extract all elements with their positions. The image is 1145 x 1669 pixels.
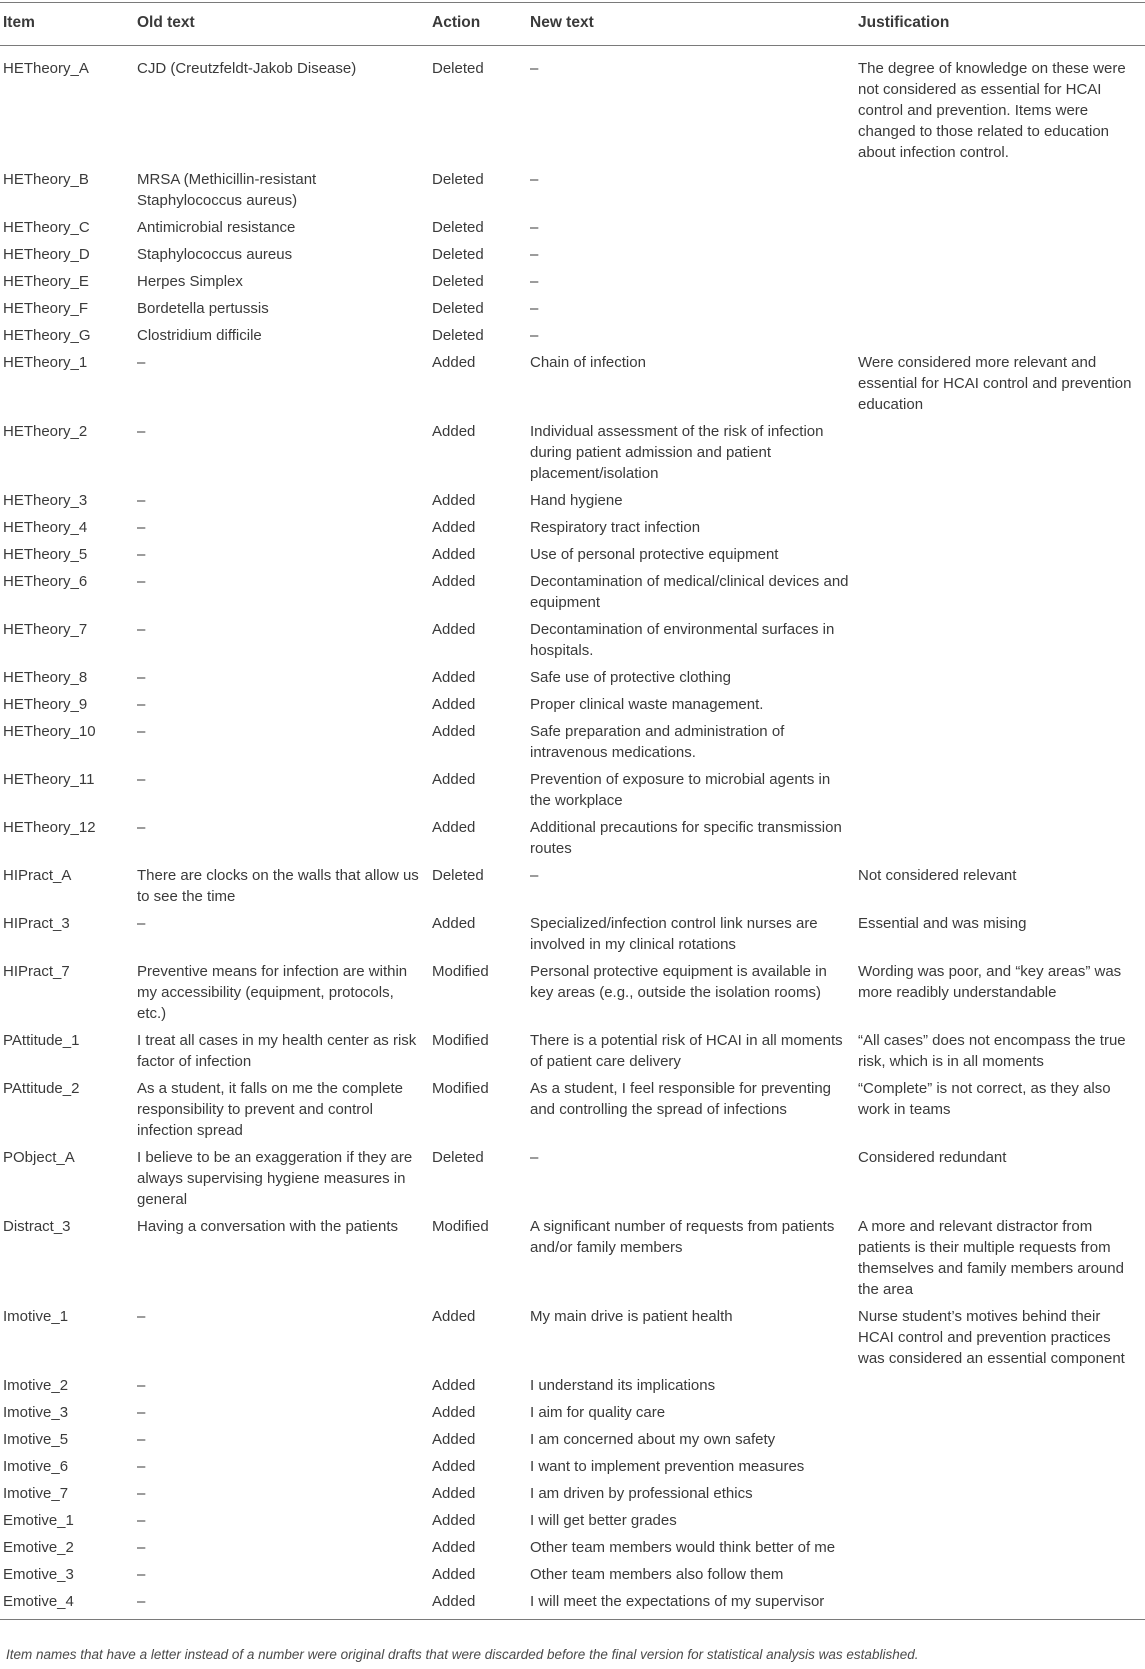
cell-new-text: –: [530, 1149, 539, 1166]
cell-item: HETheory_10: [3, 723, 96, 740]
cell-old-text: –: [137, 573, 146, 590]
cell-old-text: –: [137, 1593, 146, 1610]
cell-action: Added: [432, 915, 476, 932]
cell-justification: [855, 1372, 1145, 1399]
cell-new-text: I am driven by professional ethics: [530, 1485, 753, 1502]
cell-justification: [855, 664, 1145, 691]
cell-old-text: –: [137, 1431, 146, 1448]
cell-item: HETheory_11: [3, 771, 95, 788]
cell-action: Deleted: [432, 219, 484, 236]
table-row: [0, 418, 1145, 487]
cell-new-text: I will get better grades: [530, 1512, 677, 1529]
cell-justification: [855, 718, 1145, 766]
cell-old-text: –: [137, 723, 146, 740]
cell-item: Imotive_5: [3, 1431, 69, 1448]
header-justification: Justification: [855, 3, 1145, 46]
cell-action: Added: [432, 519, 476, 536]
cell-action: Added: [432, 1308, 476, 1325]
cell-new-text: I aim for quality care: [530, 1404, 666, 1421]
cell-item: Emotive_4: [3, 1593, 74, 1610]
cell-new-text: Individual assessment of the risk of infection during patient admission and patient placement/isolation: [530, 423, 824, 482]
header-action: Action: [429, 3, 527, 46]
cell-justification: [855, 616, 1145, 664]
cell-justification: Not considered relevant: [858, 867, 1017, 884]
cell-old-text: –: [137, 423, 146, 440]
cell-item: HETheory_F: [3, 300, 89, 317]
cell-old-text: Clostridium difficile: [137, 327, 262, 344]
cell-action: Added: [432, 819, 476, 836]
cell-justification: The degree of knowledge on these were not considered as essential for HCAI control and prevention. Items were changed to those related to education about infection control.: [858, 60, 1126, 161]
cell-justification: Nurse student’s motives behind their HCAI control and prevention practices was considered an essential component: [858, 1308, 1125, 1367]
cell-item: Imotive_6: [3, 1458, 69, 1475]
cell-justification: [855, 691, 1145, 718]
cell-new-text: –: [530, 219, 539, 236]
cell-justification: [855, 1507, 1145, 1534]
cell-new-text: –: [530, 246, 539, 263]
cell-action: Added: [432, 1485, 476, 1502]
table-row: [0, 862, 1145, 910]
cell-justification: [855, 1453, 1145, 1480]
cell-item: Imotive_7: [3, 1485, 69, 1502]
cell-justification: [855, 1588, 1145, 1620]
cell-justification: “All cases” does not encompass the true risk, which is in all moments: [858, 1032, 1126, 1070]
cell-old-text: As a student, it falls on me the complete responsibility to prevent and control infection spread: [137, 1080, 403, 1139]
cell-justification: [855, 814, 1145, 862]
cell-action: Deleted: [432, 171, 484, 188]
table-row: [0, 214, 1145, 241]
cell-old-text: –: [137, 771, 146, 788]
cell-item: HETheory_2: [3, 423, 88, 440]
cell-action: Deleted: [432, 273, 484, 290]
cell-item: HETheory_D: [3, 246, 90, 263]
cell-action: Added: [432, 1539, 476, 1556]
cell-action: Added: [432, 1458, 476, 1475]
cell-new-text: I understand its implications: [530, 1377, 716, 1394]
cell-action: Modified: [432, 1218, 489, 1235]
table-row: [0, 1588, 1145, 1620]
table-row: [0, 910, 1145, 958]
cell-new-text: Additional precautions for specific transmission routes: [530, 819, 842, 857]
table-row: [0, 1399, 1145, 1426]
cell-justification: Essential and was mising: [858, 915, 1027, 932]
cell-item: HETheory_6: [3, 573, 88, 590]
cell-item: HIPract_3: [3, 915, 70, 932]
cell-old-text: I believe to be an exaggeration if they are always supervising hygiene measures in general: [137, 1149, 413, 1208]
cell-item: HETheory_3: [3, 492, 88, 509]
table-row: [0, 322, 1145, 349]
cell-item: Emotive_1: [3, 1512, 74, 1529]
cell-item: HETheory_9: [3, 696, 88, 713]
table-row: [0, 1303, 1145, 1372]
table-row: [0, 616, 1145, 664]
cell-new-text: Other team members would think better of me: [530, 1539, 836, 1556]
cell-justification: [855, 166, 1145, 214]
table-row: [0, 1144, 1145, 1213]
cell-justification: [855, 241, 1145, 268]
cell-new-text: –: [530, 327, 539, 344]
cell-action: Modified: [432, 963, 489, 980]
cell-new-text: Use of personal protective equipment: [530, 546, 779, 563]
cell-action: Added: [432, 696, 476, 713]
cell-justification: [855, 1480, 1145, 1507]
cell-action: Deleted: [432, 60, 484, 77]
table-footnote: Item names that have a letter instead of a number were original drafts that were discarded before the final version for statistical analysis was established.: [6, 1647, 919, 1662]
cell-old-text: –: [137, 1458, 146, 1475]
cell-action: Added: [432, 1431, 476, 1448]
table-row: [0, 349, 1145, 418]
table-row: [0, 1027, 1145, 1075]
cell-old-text: –: [137, 1485, 146, 1502]
cell-item: Imotive_3: [3, 1404, 69, 1421]
cell-item: Emotive_2: [3, 1539, 74, 1556]
table-row: [0, 814, 1145, 862]
cell-justification: [855, 487, 1145, 514]
cell-new-text: I want to implement prevention measures: [530, 1458, 805, 1475]
cell-justification: Were considered more relevant and essential for HCAI control and prevention education: [858, 354, 1132, 413]
table-header-row: [0, 3, 1145, 46]
cell-item: HIPract_7: [3, 963, 70, 980]
cell-new-text: Safe preparation and administration of intravenous medications.: [530, 723, 785, 761]
cell-item: HETheory_12: [3, 819, 96, 836]
cell-new-text: –: [530, 273, 539, 290]
cell-old-text: CJD (Creutzfeldt-Jakob Disease): [137, 60, 357, 77]
cell-item: Emotive_3: [3, 1566, 74, 1583]
cell-new-text: As a student, I feel responsible for preventing and controlling the spread of infections: [530, 1080, 832, 1118]
cell-old-text: Herpes Simplex: [137, 273, 243, 290]
cell-justification: [855, 214, 1145, 241]
cell-new-text: Respiratory tract infection: [530, 519, 701, 536]
cell-new-text: Prevention of exposure to microbial agents in the workplace: [530, 771, 831, 809]
cell-new-text: Personal protective equipment is available in key areas (e.g., outside the isolation rooms): [530, 963, 827, 1001]
cell-old-text: –: [137, 621, 146, 638]
cell-new-text: Proper clinical waste management.: [530, 696, 764, 713]
cell-item: HETheory_C: [3, 219, 90, 236]
cell-action: Added: [432, 354, 476, 371]
table-row: [0, 664, 1145, 691]
table-row: [0, 568, 1145, 616]
cell-new-text: Hand hygiene: [530, 492, 623, 509]
cell-justification: [855, 1534, 1145, 1561]
cell-new-text: –: [530, 171, 539, 188]
cell-new-text: Chain of infection: [530, 354, 646, 371]
cell-old-text: –: [137, 819, 146, 836]
cell-action: Added: [432, 1593, 476, 1610]
cell-item: PAttitude_1: [3, 1032, 80, 1049]
cell-old-text: Staphylococcus aureus: [137, 246, 293, 263]
cell-action: Deleted: [432, 1149, 484, 1166]
table-row: [0, 166, 1145, 214]
cell-action: Added: [432, 1566, 476, 1583]
cell-justification: [855, 514, 1145, 541]
cell-new-text: Decontamination of medical/clinical devices and equipment: [530, 573, 849, 611]
cell-justification: [855, 322, 1145, 349]
cell-new-text: –: [530, 300, 539, 317]
cell-old-text: –: [137, 1308, 146, 1325]
cell-justification: A more and relevant distractor from patients is their multiple requests from themselves and family members around the area: [858, 1218, 1124, 1298]
cell-item: HETheory_B: [3, 171, 89, 188]
cell-old-text: –: [137, 1404, 146, 1421]
table-row: [0, 487, 1145, 514]
cell-old-text: –: [137, 546, 146, 563]
cell-action: Added: [432, 771, 476, 788]
cell-old-text: –: [137, 1512, 146, 1529]
cell-new-text: –: [530, 60, 539, 77]
cell-item: HETheory_1: [3, 354, 88, 371]
cell-action: Deleted: [432, 327, 484, 344]
cell-action: Added: [432, 492, 476, 509]
cell-old-text: –: [137, 669, 146, 686]
table-row: [0, 295, 1145, 322]
header-new-text: New text: [527, 3, 855, 46]
cell-old-text: –: [137, 519, 146, 536]
cell-action: Modified: [432, 1032, 489, 1049]
table-row: [0, 241, 1145, 268]
cell-item: HETheory_G: [3, 327, 91, 344]
table-row: [0, 1561, 1145, 1588]
table-row: [0, 1453, 1145, 1480]
cell-item: HETheory_E: [3, 273, 89, 290]
cell-new-text: Decontamination of environmental surfaces in hospitals.: [530, 621, 835, 659]
table-row: [0, 46, 1145, 167]
header-item: Item: [0, 3, 134, 46]
cell-old-text: MRSA (Methicillin-resistant Staphylococcus aureus): [137, 171, 317, 209]
cell-justification: “Complete” is not correct, as they also work in teams: [858, 1080, 1111, 1118]
cell-item: HETheory_5: [3, 546, 88, 563]
cell-action: Added: [432, 723, 476, 740]
table-row: [0, 691, 1145, 718]
cell-action: Deleted: [432, 300, 484, 317]
cell-justification: [855, 1561, 1145, 1588]
cell-item: HETheory_A: [3, 60, 89, 77]
cell-item: HETheory_4: [3, 519, 88, 536]
cell-item: HETheory_7: [3, 621, 88, 638]
cell-new-text: My main drive is patient health: [530, 1308, 733, 1325]
table-row: [0, 268, 1145, 295]
table-row: [0, 1480, 1145, 1507]
table-row: [0, 541, 1145, 568]
cell-justification: [855, 568, 1145, 616]
cell-item: Imotive_2: [3, 1377, 69, 1394]
cell-justification: [855, 1399, 1145, 1426]
cell-old-text: Having a conversation with the patients: [137, 1218, 398, 1235]
cell-justification: [855, 268, 1145, 295]
table-row: [0, 958, 1145, 1027]
cell-new-text: Specialized/infection control link nurses are involved in my clinical rotations: [530, 915, 818, 953]
cell-action: Modified: [432, 1080, 489, 1097]
cell-old-text: –: [137, 915, 146, 932]
cell-justification: [855, 766, 1145, 814]
table-row: [0, 766, 1145, 814]
table-row: [0, 1075, 1145, 1144]
table-row: [0, 1213, 1145, 1303]
cell-old-text: There are clocks on the walls that allow us to see the time: [137, 867, 419, 905]
table-row: [0, 1372, 1145, 1399]
cell-justification: Wording was poor, and “key areas” was more readibly understandable: [858, 963, 1122, 1001]
cell-new-text: There is a potential risk of HCAI in all moments of patient care delivery: [530, 1032, 843, 1070]
cell-action: Added: [432, 573, 476, 590]
cell-new-text: I will meet the expectations of my supervisor: [530, 1593, 825, 1610]
table-row: [0, 514, 1145, 541]
cell-action: Added: [432, 1377, 476, 1394]
table-row: [0, 1534, 1145, 1561]
cell-action: Added: [432, 1404, 476, 1421]
cell-action: Added: [432, 1512, 476, 1529]
cell-new-text: A significant number of requests from patients and/or family members: [530, 1218, 835, 1256]
cell-action: Added: [432, 669, 476, 686]
cell-old-text: –: [137, 1566, 146, 1583]
header-old-text: Old text: [134, 3, 429, 46]
cell-action: Added: [432, 423, 476, 440]
cell-new-text: I am concerned about my own safety: [530, 1431, 776, 1448]
cell-action: Deleted: [432, 246, 484, 263]
cell-item: Distract_3: [3, 1218, 71, 1235]
cell-justification: [855, 1426, 1145, 1453]
cell-old-text: Bordetella pertussis: [137, 300, 269, 317]
cell-justification: Considered redundant: [858, 1149, 1007, 1166]
cell-action: Added: [432, 546, 476, 563]
cell-new-text: Other team members also follow them: [530, 1566, 784, 1583]
cell-old-text: –: [137, 1539, 146, 1556]
cell-item: PObject_A: [3, 1149, 75, 1166]
cell-justification: [855, 418, 1145, 487]
cell-old-text: I treat all cases in my health center as risk factor of infection: [137, 1032, 417, 1070]
table-row: [0, 1426, 1145, 1453]
cell-new-text: –: [530, 867, 539, 884]
cell-old-text: Antimicrobial resistance: [137, 219, 296, 236]
cell-new-text: Safe use of protective clothing: [530, 669, 731, 686]
cell-old-text: –: [137, 1377, 146, 1394]
cell-old-text: –: [137, 696, 146, 713]
cell-justification: [855, 541, 1145, 568]
cell-item: HETheory_8: [3, 669, 88, 686]
cell-item: PAttitude_2: [3, 1080, 80, 1097]
table-row: [0, 1507, 1145, 1534]
cell-justification: [855, 295, 1145, 322]
table-body: [0, 46, 1145, 1620]
cell-old-text: Preventive means for infection are within my accessibility (equipment, protocols, etc.): [137, 963, 408, 1022]
cell-action: Added: [432, 621, 476, 638]
cell-item: HIPract_A: [3, 867, 72, 884]
cell-old-text: –: [137, 492, 146, 509]
revision-table: [0, 2, 1145, 1620]
cell-old-text: –: [137, 354, 146, 371]
cell-item: Imotive_1: [3, 1308, 69, 1325]
cell-action: Deleted: [432, 867, 484, 884]
table-row: [0, 718, 1145, 766]
